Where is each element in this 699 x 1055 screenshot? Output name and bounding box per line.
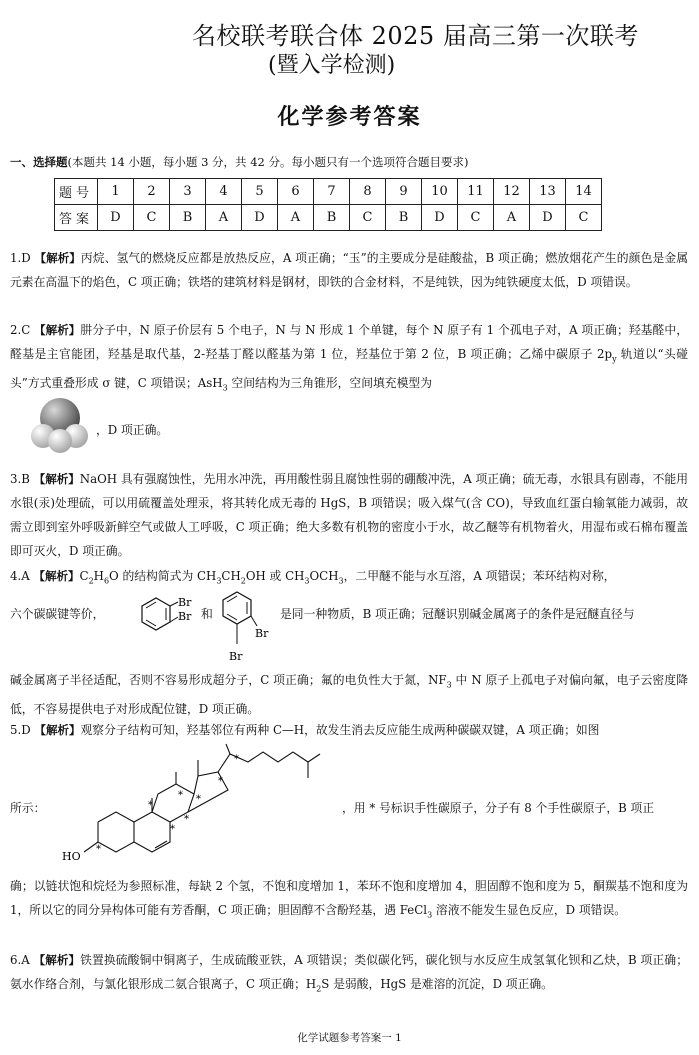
answer-text: 轨道以“头碰头”方式重叠形成 σ 键，C 项错误；AsH (10, 347, 689, 391)
subscript: 6 (103, 576, 110, 586)
answer-text: 空间结构为三角锥形，空间填充模型为 (227, 376, 432, 391)
answer-cell: D (530, 205, 566, 231)
space-filling-model-image (26, 396, 94, 454)
chiral-star: * (170, 824, 175, 835)
answer-5-cont (10, 874, 688, 927)
analysis-tag: 【解析】 (33, 472, 80, 486)
exam-subtitle: (暨入学检测) (268, 53, 396, 78)
answer-4-cont (10, 668, 688, 721)
answer-text: ，用 * 号标识手性碳原子，分子有 8 个手性碳原子，B 项正 (342, 801, 655, 815)
br-label: Br (229, 650, 243, 663)
question-number-cell: 13 (530, 179, 566, 205)
answer-cell: D (242, 205, 278, 231)
cholesterol-structure (58, 742, 342, 870)
section-note: (本题共 14 小题，每小题 3 分，共 42 分。每小题只有一个选项符合题目要求) (67, 155, 469, 169)
subscript: 2 (316, 984, 322, 994)
subscript: 3 (304, 576, 310, 586)
answer-cell: C (458, 205, 494, 231)
answer-text: 肼分子中，N 原子价层有 5 个电子，N 与 N 形成 1 个单键，每个 N 原子有 1 个孤电子对，A 项正确；羟基醛中，醛基是主官能团，羟基是取代基，2-羟基丁醛以醛基为第 1 位，羟基位于第 2 位，B 项正确；乙烯中碳原子 2p (10, 323, 689, 361)
ho-label: HO (62, 850, 81, 863)
answer-text: CH (221, 569, 241, 583)
row-label: 答案 (55, 205, 98, 231)
analysis-tag: 【解析】 (34, 251, 81, 265)
question-number-cell: 1 (98, 179, 134, 205)
answer-text: H (93, 569, 104, 583)
chiral-star: * (148, 800, 153, 811)
answer-text: 和 (201, 607, 213, 621)
question-number-cell: 11 (458, 179, 494, 205)
answer-text: 是同一种物质，B 项正确；冠醚识别碱金属离子的条件是冠醚直径与 (280, 607, 635, 621)
answer-text: ，二甲醚不能与水互溶，A 项错误；苯环结构对称， (343, 569, 616, 583)
subscript: 2 (88, 576, 94, 586)
answer-4-line2-pre (10, 602, 140, 626)
answer-4 (10, 564, 688, 593)
question-number-cell: 12 (494, 179, 530, 205)
answer-cell: C (350, 205, 386, 231)
h-atom (48, 429, 72, 453)
answer-cell: B (386, 205, 422, 231)
answer-number: 2.C (10, 323, 31, 337)
question-number-cell: 10 (422, 179, 458, 205)
answer-text: 确；以链状饱和烷烃为参照标准，每缺 2 个氢，不饱和度增加 1，苯环不饱和度增加 4，胆固醇不饱和度为 5，酮羰基不饱和度为 1，所以它的同分异构体可能有芳香酮，C 项正确；胆固醇不含酚羟基，遇 FeCl (10, 879, 688, 917)
answer-text: NaOH 具有强腐蚀性，先用水冲洗，再用酸性弱且腐蚀性弱的硼酸冲洗，A 项正确；硫无毒，水银具有剧毒，不能用水银(汞)处理硫，可以用硫覆盖处理汞，将其转化成无毒的 HgS，B 项错误；吸入煤气(含 CO)，导致血红蛋白输氧能力减弱，故需立即到室外呼吸新鲜空气或做人工呼吸，C 项正确；绝大多数有机物的密度小于水，故乙醚等有机物着火，用湿布或石棉布覆盖即可灭火，D 项正确。 (10, 472, 689, 558)
exam-title: 名校联考联合体 2025 届高三第一次联考 (192, 22, 639, 50)
question-number-cell: 8 (350, 179, 386, 205)
answer-cell: A (494, 205, 530, 231)
chiral-star: * (178, 790, 183, 801)
answer-text: 六个碳碳键等价， (10, 607, 105, 621)
answer-text: 中 N 原子上孤电子对偏向氟，电子云密度降低，不容易提供电子对形成配位键，D 项正确。 (10, 673, 688, 717)
answer-3 (10, 467, 688, 563)
subscript: y (612, 354, 617, 364)
answer-cell: B (314, 205, 350, 231)
analysis-tag: 【解析】 (34, 323, 81, 337)
chiral-star: * (96, 844, 101, 855)
answer-row (55, 205, 602, 231)
answer-text: OCH (309, 569, 339, 583)
answer-5-mid (342, 796, 688, 820)
answer-number: 1.D (10, 251, 31, 265)
answer-text: 观察分子结构可知，羟基邻位有两种 C—H，故发生消去反应能生成两种碳碳双键，A 项正确；如图 (80, 723, 600, 737)
answer-text: 丙烷、氢气的燃烧反应都是放热反应，A 项正确；“玉”的主要成分是硅酸盐，B 项正确；燃放烟花产生的颜色是金属元素在高温下的焰色，C 项正确；铁塔的建筑材料是钢材，即铁的合金材料，不是纯铁，因为纯铁硬度太低，D 项错误。 (10, 251, 688, 289)
question-number-cell: 6 (278, 179, 314, 205)
answer-2-end (96, 418, 296, 442)
question-number-cell: 14 (566, 179, 602, 205)
br-label: Br (178, 596, 192, 609)
question-number-cell: 5 (242, 179, 278, 205)
subscript: 3 (222, 383, 228, 393)
subscript: 3 (338, 576, 344, 586)
answer-number: 6.A (10, 953, 30, 967)
dibromobenzene-structure-2 (215, 586, 275, 666)
subscript: 2 (240, 576, 246, 586)
section-label: 一、选择题 (10, 155, 68, 169)
page-title: 化学参考答案 (277, 105, 422, 130)
answer-cell: A (278, 205, 314, 231)
question-number-cell: 4 (206, 179, 242, 205)
answer-cell: D (98, 205, 134, 231)
br-label: Br (178, 610, 192, 623)
answer-cell: A (206, 205, 242, 231)
answer-text: ，D 项正确。 (96, 423, 169, 437)
analysis-tag: 【解析】 (33, 953, 81, 967)
number-row (55, 179, 602, 205)
answer-text: 所示： (10, 801, 46, 815)
br-label: Br (255, 627, 269, 640)
answer-6 (10, 948, 688, 1001)
answer-5 (10, 718, 688, 742)
analysis-tag: 【解析】 (33, 569, 80, 583)
subscript: 3 (216, 576, 222, 586)
row-label: 题号 (55, 179, 98, 205)
answer-1 (10, 246, 688, 294)
answer-text: 溶液不能发生显色反应，D 项错误。 (432, 903, 627, 917)
answer-2 (10, 318, 688, 401)
answer-number: 4.A (10, 569, 30, 583)
chiral-star: * (184, 814, 189, 825)
answer-text: OH 或 CH (245, 569, 305, 583)
answer-text: 碱金属离子半径适配，否则不容易形成超分子，C 项正确；氟的电负性大于氮，NF (10, 673, 447, 687)
question-number-cell: 2 (134, 179, 170, 205)
section-heading (10, 154, 469, 170)
answer-number: 3.B (10, 472, 30, 486)
answer-text: S 是弱酸，HgS 是难溶的沉淀，D 项正确。 (321, 977, 553, 991)
chiral-star: * (234, 754, 239, 765)
chiral-star: * (196, 794, 201, 805)
answer-4-line2-post (280, 602, 688, 626)
chiral-star: * (218, 776, 223, 787)
answer-cell: D (422, 205, 458, 231)
answer-cell: C (566, 205, 602, 231)
question-number-cell: 3 (170, 179, 206, 205)
question-number-cell: 7 (314, 179, 350, 205)
answer-cell: C (134, 205, 170, 231)
page-footer: 化学试题参考答案一 1 (297, 1032, 402, 1044)
analysis-tag: 【解析】 (34, 723, 81, 737)
question-number-cell: 9 (386, 179, 422, 205)
answer-cell: B (170, 205, 206, 231)
dibromobenzene-structure-1 (132, 590, 202, 638)
answer-number: 5.D (10, 723, 31, 737)
answer-text: C (79, 569, 89, 583)
answer-table (54, 178, 602, 231)
answer-text: O 的结构简式为 CH (109, 569, 217, 583)
subscript: 3 (446, 680, 452, 690)
subscript: 3 (427, 910, 433, 920)
answer-text: 铁置换硫酸铜中铜离子，生成硫酸亚铁，A 项错误；类似碳化钙，碳化钡与水反应生成氢氧化钡和乙炔，B 项正确；氨水作络合剂，与氯化银形成二氨合银离子，C 项正确；H (10, 953, 689, 991)
